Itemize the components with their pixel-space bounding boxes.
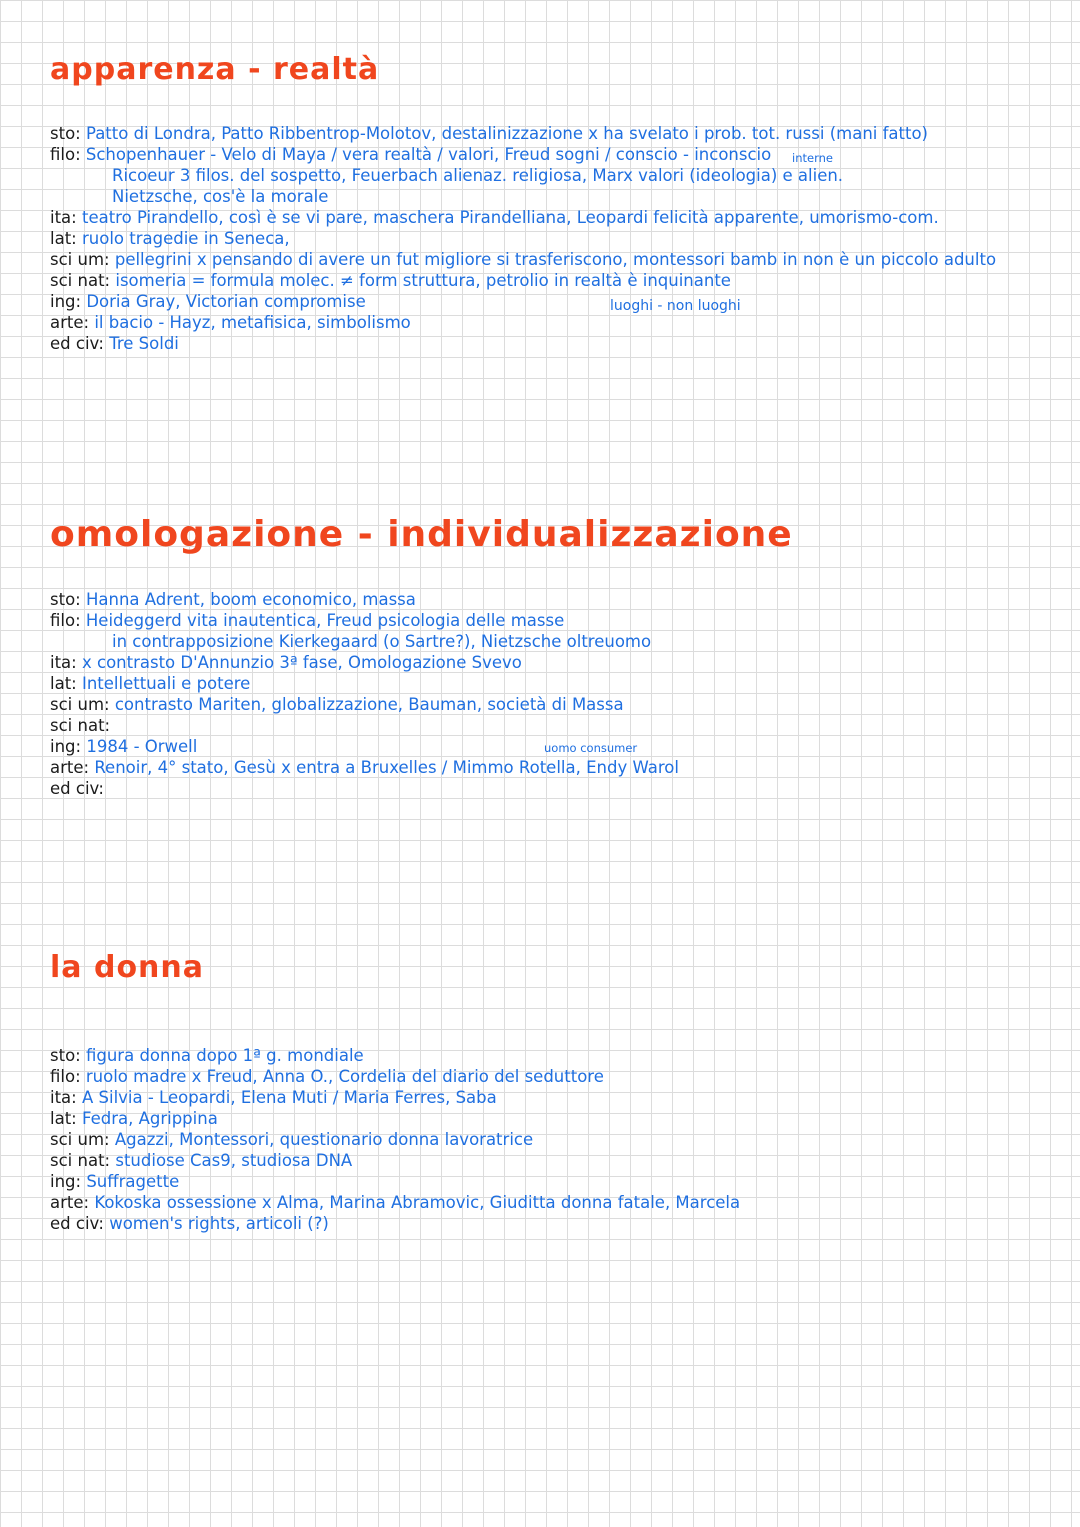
row-label: sci nat: xyxy=(50,716,111,735)
note-row-sto xyxy=(50,1045,1050,1066)
row-text: Doria Gray, Victorian compromise xyxy=(86,292,366,311)
row-label: sci nat: xyxy=(50,1151,111,1170)
note-row-sto xyxy=(50,589,1050,610)
row-text: Agazzi, Montessori, questionario donna lavoratrice xyxy=(114,1130,534,1149)
note-row-lat xyxy=(50,228,1050,249)
note-row-ing xyxy=(50,1171,1050,1192)
section-title: omologazione - individualizzazione xyxy=(50,514,793,555)
note-row-sci-nat xyxy=(50,270,1050,291)
note-row-sci-nat xyxy=(50,715,1050,736)
row-text: Kokoska ossessione x Alma, Marina Abramovic, Giuditta donna fatale, Marcela xyxy=(94,1193,741,1212)
row-label: sci nat: xyxy=(50,271,111,290)
row-text: Schopenhauer - Velo di Maya / vera realtà / valori, Freud sogni / conscio - inconscio xyxy=(85,145,772,164)
row-label: sto: xyxy=(50,1046,81,1065)
row-label: filo: xyxy=(50,145,81,164)
note-row-continuation: in contrapposizione Kierkegaard (o Sartre?), Nietzsche oltreuomo xyxy=(112,632,652,651)
row-label: lat: xyxy=(50,1109,77,1128)
row-text: Suffragette xyxy=(86,1172,180,1191)
row-text: teatro Pirandello, così è se vi pare, maschera Pirandelliana, Leopardi felicità apparente, umorismo-com. xyxy=(81,208,939,227)
row-text: Fedra, Agrippina xyxy=(81,1109,218,1128)
row-label: sto: xyxy=(50,590,81,609)
row-label: lat: xyxy=(50,229,77,248)
note-row-sto xyxy=(50,123,1050,144)
row-label: ing: xyxy=(50,737,82,756)
row-text: studiose Cas9, studiosa DNA xyxy=(115,1151,353,1170)
row-text: pellegrini x pensando di avere un fut migliore si trasferiscono, montessori bamb in non è un piccolo adulto xyxy=(114,250,997,269)
row-text: Tre Soldi xyxy=(109,334,179,353)
section-omologazione xyxy=(50,514,1050,799)
note-row-filo xyxy=(50,610,1050,631)
row-text: isomeria = formula molec. ≠ form struttura, petrolio in realtà è inquinante xyxy=(115,271,731,290)
note-row-ed-civ xyxy=(50,333,1050,354)
row-label: sci um: xyxy=(50,1130,110,1149)
section-la-donna xyxy=(50,950,1050,1234)
note-row-ita xyxy=(50,1087,1050,1108)
row-label: ed civ: xyxy=(50,1214,104,1233)
note-row-continuation: Ricoeur 3 filos. del sospetto, Feuerbach alienaz. religiosa, Marx valori (ideologia) e alien. xyxy=(112,166,844,185)
row-text: 1984 - Orwell xyxy=(86,737,198,756)
row-label: ita: xyxy=(50,208,77,227)
row-text: il bacio - Hayz, metafisica, simbolismo xyxy=(94,313,411,332)
row-label: ita: xyxy=(50,1088,77,1107)
row-text: Heideggerd vita inautentica, Freud psicologia delle masse xyxy=(85,611,565,630)
note-row-ed-civ xyxy=(50,1213,1050,1234)
section-title: la donna xyxy=(50,950,205,985)
note-row-sci-nat xyxy=(50,1150,1050,1171)
note-row-ita xyxy=(50,652,1050,673)
row-label: ing: xyxy=(50,1172,82,1191)
note-row-sci-um xyxy=(50,694,1050,715)
row-label: filo: xyxy=(50,611,81,630)
row-text: x contrasto D'Annunzio 3ª fase, Omologazione Svevo xyxy=(81,653,522,672)
note-row-ed-civ xyxy=(50,778,1050,799)
annotation-uomo-consumer: uomo consumer xyxy=(544,741,638,755)
row-text: Intellettuali e potere xyxy=(81,674,251,693)
row-text: Patto di Londra, Patto Ribbentrop-Molotov, destalinizzazione x ha svelato i prob. tot. russi (mani fatto) xyxy=(85,124,928,143)
row-label: arte: xyxy=(50,313,90,332)
note-row-ita xyxy=(50,207,1050,228)
row-text: women's rights, articoli (?) xyxy=(109,1214,329,1233)
row-label: ing: xyxy=(50,292,82,311)
note-row-continuation: Nietzsche, cos'è la morale xyxy=(112,187,329,206)
section-title: apparenza - realtà xyxy=(50,52,380,87)
note-row-lat xyxy=(50,1108,1050,1129)
note-row-sci-um xyxy=(50,249,1050,270)
row-label: sci um: xyxy=(50,695,110,714)
note-row-ing xyxy=(50,291,1050,312)
note-row-filo xyxy=(50,144,1050,165)
row-label: ed civ: xyxy=(50,334,104,353)
row-label: sto: xyxy=(50,124,81,143)
note-row-arte xyxy=(50,312,1050,333)
row-text: contrasto Mariten, globalizzazione, Bauman, società di Massa xyxy=(114,695,624,714)
row-text: figura donna dopo 1ª g. mondiale xyxy=(85,1046,364,1065)
note-row-filo xyxy=(50,1066,1050,1087)
row-label: ita: xyxy=(50,653,77,672)
note-row-lat xyxy=(50,673,1050,694)
row-label: sci um: xyxy=(50,250,110,269)
note-row-arte xyxy=(50,757,1050,778)
row-text: ruolo madre x Freud, Anna O., Cordelia del diario del seduttore xyxy=(85,1067,604,1086)
section-apparenza-realta xyxy=(50,52,1050,354)
row-text: Renoir, 4° stato, Gesù x entra a Bruxelles / Mimmo Rotella, Endy Warol xyxy=(94,758,679,777)
row-label: arte: xyxy=(50,758,90,777)
row-text: A Silvia - Leopardi, Elena Muti / Maria Ferres, Saba xyxy=(81,1088,497,1107)
note-row-sci-um xyxy=(50,1129,1050,1150)
annotation-interne: interne xyxy=(792,151,833,165)
row-label: lat: xyxy=(50,674,77,693)
row-label: ed civ: xyxy=(50,779,104,798)
row-text: ruolo tragedie in Seneca, xyxy=(81,229,290,248)
row-label: arte: xyxy=(50,1193,90,1212)
row-label: filo: xyxy=(50,1067,81,1086)
row-text: Hanna Adrent, boom economico, massa xyxy=(85,590,416,609)
note-row-arte xyxy=(50,1192,1050,1213)
annotation-luoghi: luoghi - non luoghi xyxy=(610,298,741,314)
